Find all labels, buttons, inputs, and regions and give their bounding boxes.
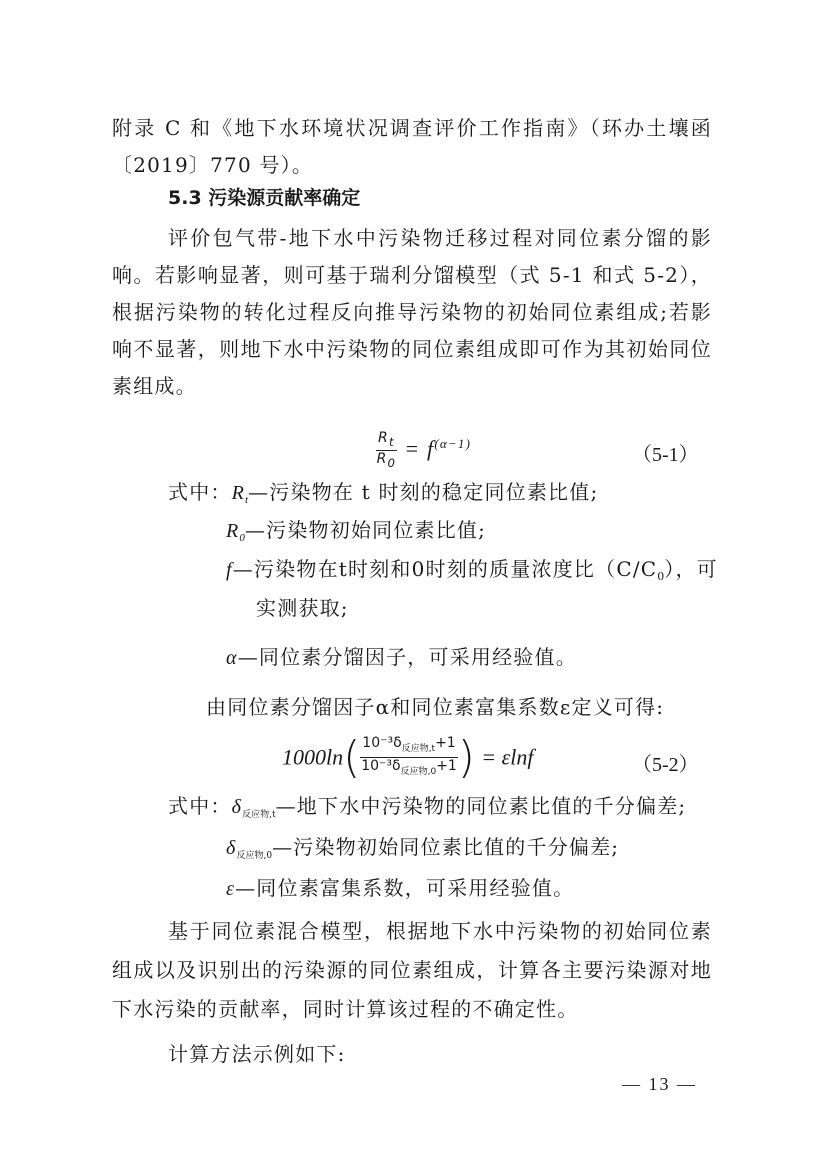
legend-1-item-r0: $R_0—$污染物初始同位素比值;	[226, 518, 487, 544]
paragraph-isotope-fractionation: 评价包气带-地下水中污染物迁移过程对同位素分馏的影响。若影响显著，则可基于瑞利分馏模型（式 5-1 和式 5-2），根据污染物的转化过程反向推导污染物的初始同位素组成;若影响不显著，则地下水中污染物的同位素组成即可作为其初始同位素组成。	[112, 226, 712, 398]
formula-2-intro: 由同位素分馏因子α和同位素富集系数ε定义可得:	[206, 695, 665, 719]
legend-1-item-rt: 式中：$R_t—$污染物在 t 时刻的稳定同位素比值;	[168, 480, 599, 506]
legend-1-item-f-continuation: 实测获取;	[256, 596, 349, 620]
intro-paragraph: 附录 C 和《地下水环境状况调查评价工作指南》（环办土壤函〔2019〕770 号）。	[112, 116, 712, 177]
section-heading: 5.3 污染源贡献率确定	[168, 187, 361, 209]
legend-2-item-delta-0: $\delta_{反应物,0}—$污染物初始同位素比值的千分偏差;	[226, 835, 620, 861]
legend-1-item-f: f—污染物在t时刻和0时刻的质量浓度比$(C/C_0)$，可	[226, 557, 718, 583]
formula-5-1: $\frac{R_t}{R_0}$ = $f^{(\alpha-1)}$	[376, 430, 472, 470]
legend-2-item-delta-t: 式中：$\delta_{反应物,t}—$地下水中污染物的同位素比值的千分偏差;	[168, 794, 687, 820]
paragraph-mixing-model: 基于同位素混合模型，根据地下水中污染物的初始同位素组成以及识别出的污染源的同位素组成，计算各主要污染源对地下水污染的贡献率，同时计算该过程的不确定性。	[112, 919, 712, 1021]
formula-5-2: 1000ln( $\frac{10^{-3}\delta_{反应物,t}+1}{10^{-3}\delta_{反应物,0}+1}$ ) = εlnf	[282, 732, 534, 783]
paragraph-method-example: 计算方法示例如下:	[168, 1042, 346, 1066]
legend-2-item-epsilon: ε—同位素富集系数，可采用经验值。	[226, 876, 575, 900]
formula-5-1-label: （5-1）	[632, 444, 699, 466]
page-number: — 13 —	[622, 1074, 697, 1094]
legend-1-item-alpha: α—同位素分馏因子，可采用经验值。	[226, 645, 577, 669]
formula-5-2-label: （5-2）	[632, 754, 699, 776]
